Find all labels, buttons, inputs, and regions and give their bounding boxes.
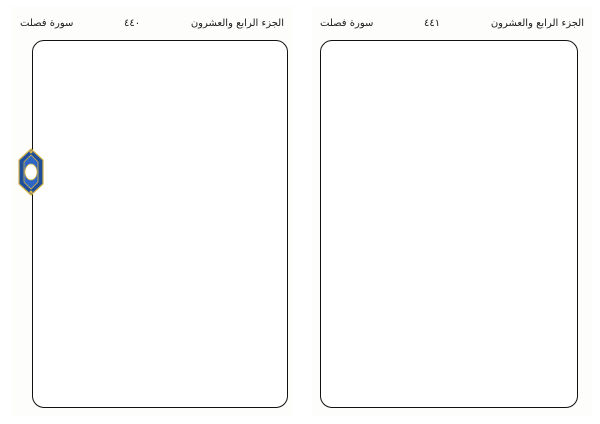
right-juz-label: الجزء الرابع والعشرون: [490, 17, 584, 29]
right-page-number: ٤٤١: [424, 17, 441, 29]
left-text-frame: [32, 40, 288, 408]
right-page-text: [331, 49, 567, 399]
left-juz-label: الجزء الرابع والعشرون: [190, 17, 284, 29]
right-page: [312, 6, 592, 416]
left-page-header: [20, 12, 284, 34]
left-surah-title: سورة فصلت: [20, 17, 74, 29]
left-page-text: [43, 49, 277, 399]
left-page-number: ٤٤٠: [124, 17, 141, 29]
right-text-frame: [320, 40, 578, 408]
right-page-header: [320, 12, 584, 34]
left-page: [12, 6, 292, 416]
page-ornament-icon: [18, 148, 44, 196]
right-surah-title: سورة فصلت: [320, 17, 374, 29]
